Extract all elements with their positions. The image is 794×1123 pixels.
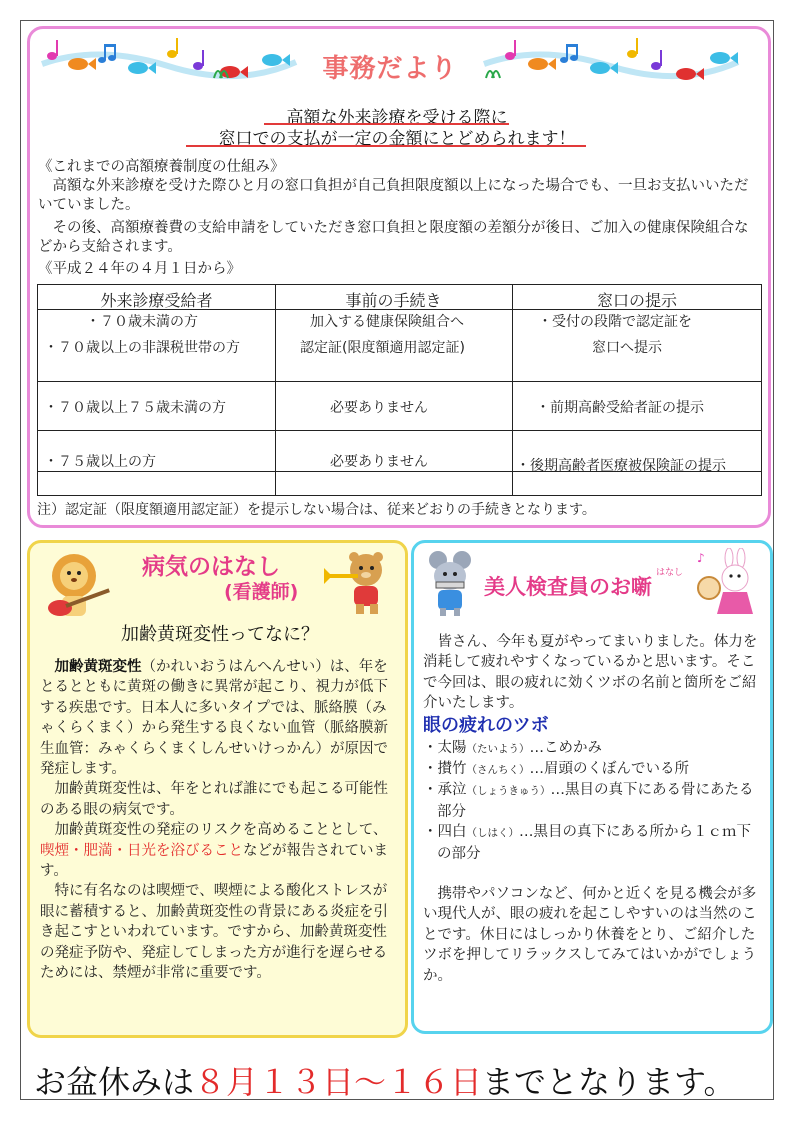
table-cell: 加入する健康保険組合へ (310, 314, 464, 330)
beauty-title: 美人検査員のお噺 (484, 575, 652, 599)
illness-title-nurse: (看護師) (224, 581, 299, 603)
intro-heading-new-system: 《平成２４年の４月１日から》 (38, 261, 241, 277)
obon-holiday-notice (34, 1057, 735, 1103)
illness-body (40, 657, 397, 984)
list-item: ・四白（しはく）…黒目の真下にある所から１ｃｍ下の部分 (423, 824, 751, 862)
table-cell: ・７０歳以上の非課税世帯の方 (44, 340, 240, 356)
table-cell: 認定証(限度額適用認定証) (300, 340, 465, 356)
intro-paragraph-2: その後、高額療養費の支給申請をしていただき窓口負担と限度額の差額分が後日、ご加入の健康保険組合などから支給されます。 (38, 220, 749, 255)
illness-paragraph-4: 特に有名なのは喫煙で、喫煙による酸化ストレスが眼に蓄積すると、加齢黄斑変性の背景にある炎症を引き起こすといわれています。ですから、加齢黄斑変性の発症予防や、発症してしまった方が進行を遅らせるためには、禁煙が非常に重要です。 (40, 883, 388, 982)
intro-paragraph-1: 高額な外来診療を受けた際ひと月の窓口負担が自己負担限度額以上になった場合でも、一旦お支払いいただいていました。 (38, 178, 749, 213)
illness-paragraph-2: 加齢黄斑変性は、年をとれば誰にでも起こる可能性のある眼の病気です。 (40, 781, 388, 818)
list-item: ・太陽（たいよう）…こめかみ (423, 739, 602, 756)
table-cell: 必要ありません (330, 400, 428, 416)
table-note: 注）認定証（限度額適用認定証）を提示しない場合は、従来どおりの手続きとなります。 (37, 502, 596, 518)
table-header-procedure: 事前の手続き (345, 291, 442, 310)
table-cell: ・前期高齢受給者証の提示 (536, 400, 704, 416)
headline-line-1: 高額な外来診療を受ける際に (286, 108, 508, 128)
tsubo-heading: 眼の疲れのツボ (423, 714, 549, 736)
notice-suffix: までとなります。 (482, 1063, 736, 1101)
section-title-office-news: 事務だより (322, 54, 458, 84)
holiday-dates: ８月１３日～１６日 (194, 1063, 483, 1101)
procedure-table (37, 284, 762, 496)
illness-paragraph-3b: などが報告されています。 (40, 842, 388, 880)
table-cell: 必要ありません (330, 454, 428, 470)
music-fish-decoration-right (480, 34, 742, 86)
illness-subtitle: 加齢黄斑変性ってなに？ (121, 624, 319, 645)
beauty-outro: 携帯やパソコンなど、何かと近くを見る機会が多い現代人が、眼の疲れを起こしやすいのは当然のことです。休日にはしっかり休養をとり、ご紹介したツボを押してリラックスしてみてはいかがでしょうか。 (423, 886, 757, 984)
illness-risk-factors: 喫煙・肥満・日光を浴びること (40, 842, 243, 859)
notice-prefix: お盆休みは (34, 1063, 195, 1101)
beauty-intro: 皆さん、今年も夏がやってまいりました。体力を消耗して疲れやすくなっているかと思います。そこで今回は、眼の疲れに効くツボの名前と箇所をご紹介いたします。 (423, 634, 758, 712)
table-header-recipient: 外来診療受給者 (100, 291, 213, 310)
beauty-body (423, 632, 763, 986)
mouse-harmonica-illustration (420, 548, 482, 618)
music-fish-decoration-left (38, 34, 300, 86)
rabbit-tambourine-illustration (695, 548, 767, 620)
table-cell: ・７０歳以上７５歳未満の方 (44, 400, 226, 416)
list-item: ・攅竹（さんちく）…眉頭のくぼんでいる所 (423, 761, 689, 778)
list-item: ・承泣（しょうきゅう）…黒目の真下にある骨にあたる部分 (423, 782, 754, 820)
table-cell: 窓口へ提示 (592, 340, 662, 356)
table-header-window: 窓口の提示 (596, 291, 677, 310)
headline-line-2: 窓口での支払が一定の金額にとどめられます！ (218, 129, 576, 149)
table-cell: ・受付の段階で認定証を (538, 314, 692, 330)
table-cell: ・７０歳未満の方 (86, 314, 198, 330)
bear-trumpet-illustration (322, 548, 398, 616)
illness-paragraph-1: （かれいおうはんへんせい）は、年をとるとともに黄斑の働きに異常が起こり、視力が低下する疾患です。日本人に多いタイプでは、脈絡膜（みゃくらくまく）から発生する良くない血管（脈絡膜新生血管：みゃくらくまくしんせいけっかん）が原因で発症します。 (40, 659, 388, 778)
svg-text:♪: ♪ (697, 551, 705, 565)
illness-title: 病気のはなし (142, 554, 280, 580)
beauty-title-ruby: はなし (656, 568, 684, 578)
intro-heading-old-system: 《これまでの高額療養制度の仕組み》 (38, 159, 285, 175)
table-cell: ・後期高齢者医療被保険証の提示 (516, 458, 726, 474)
illness-paragraph-3a: 加齢黄斑変性の発症のリスクを高めることとして、 (54, 822, 388, 839)
illness-term: 加齢黄斑変性 (54, 659, 142, 675)
table-cell: ・７５歳以上の方 (44, 454, 156, 470)
lion-guitar-illustration (38, 550, 118, 622)
headline-underline-2 (186, 145, 586, 147)
